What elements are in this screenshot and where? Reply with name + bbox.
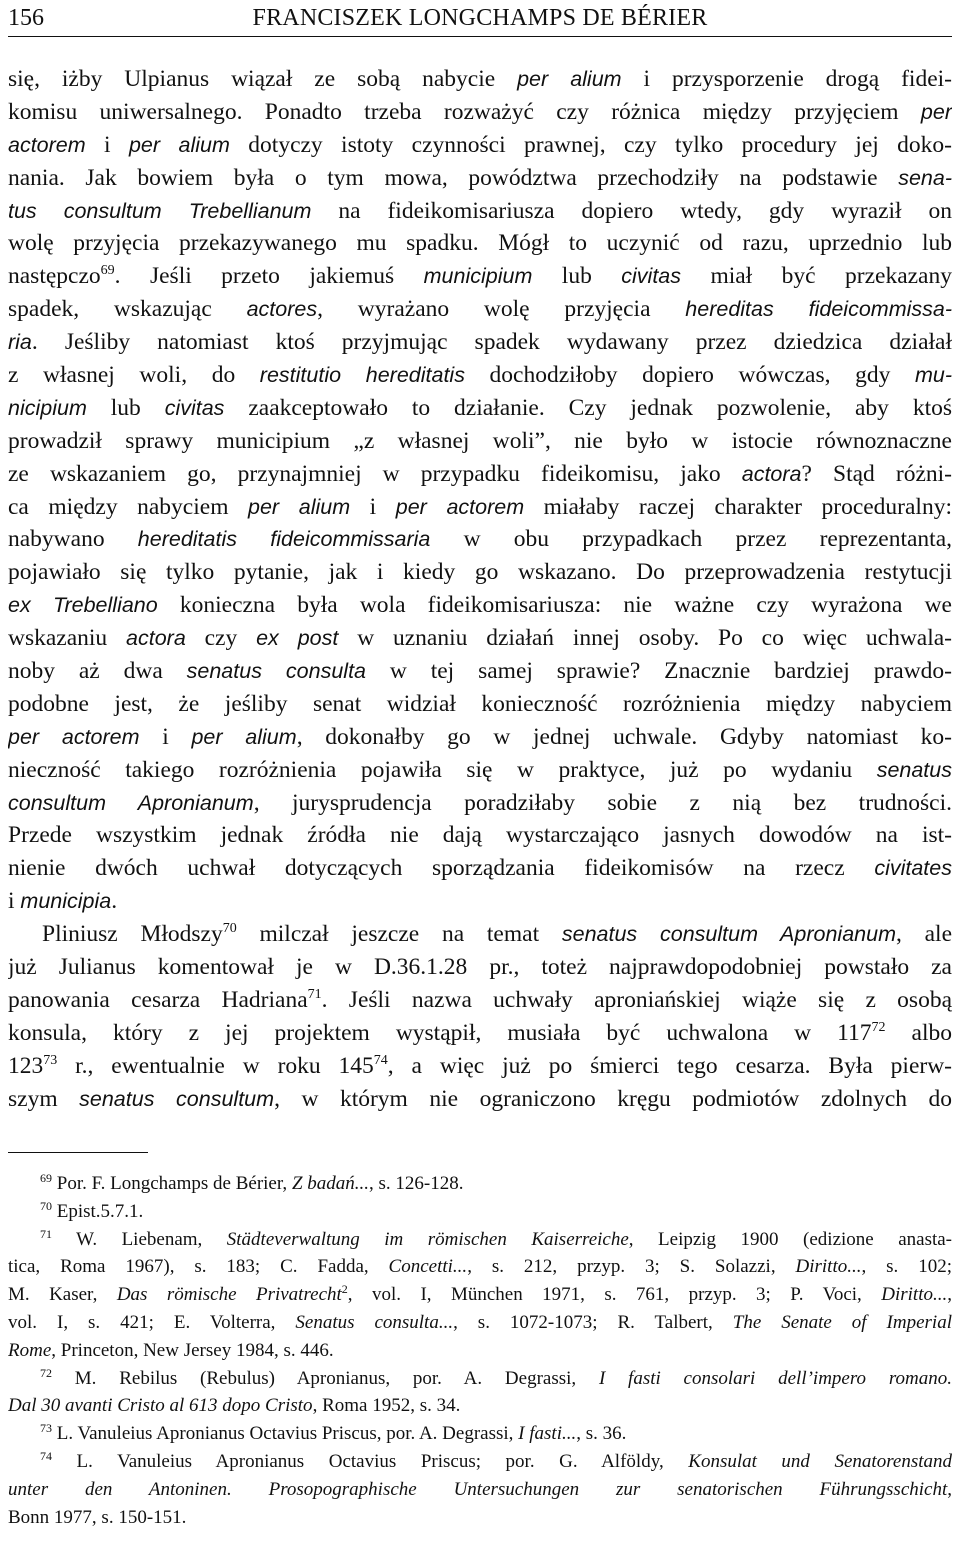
italic-text: I fasti... [518,1423,577,1445]
text-run: nieczność takiego rozróżnienia pojawiła się w praktyce, już po wydaniu [8,756,877,783]
text-line [8,458,952,491]
footnote-line [8,1198,952,1226]
footnote-line [8,1365,952,1393]
text-run: , wyrażano wolę przyjęcia [317,296,686,323]
footnote-line [8,1504,952,1532]
italic-text: nicipium [8,395,87,420]
text-line [8,326,952,359]
footnote-line [8,1420,952,1448]
text-run: , ale [895,921,952,948]
footnotes [8,1170,952,1531]
text-run: , w którym nie ograniczono kręgu podmiotów zdolnych do [274,1085,952,1112]
italic-text: Diritto... [795,1256,862,1278]
text-line [8,260,952,293]
text-run: r., ewentualnie w roku 145 [57,1052,374,1079]
text-line [8,852,952,885]
text-run: , [947,1478,952,1500]
italic-text: restitutio hereditatis [259,363,465,388]
text-run: i [350,493,396,520]
text-run: wskazaniu [8,625,127,652]
footnote-ref: 69 [40,1171,52,1185]
footnote-line [8,1337,952,1365]
text-run: , dokonałby go w jednej uchwale. Gdyby natomiast ko- [296,723,952,750]
text-line [8,721,952,754]
footnote-ref: 70 [40,1198,52,1213]
italic-text: actorem [8,132,86,157]
footnote-ref: 73 [40,1421,52,1436]
italic-text: per [920,99,952,124]
text-line [8,589,952,622]
page-header [8,2,952,37]
italic-text: per actorem [8,724,140,749]
text-run: Epist.5.7.1. [52,1200,144,1222]
text-run: nabywano [8,526,138,553]
text-run: , [947,1284,952,1306]
italic-text: civitas [164,395,225,420]
italic-text: per alium [128,132,230,157]
text-run: L. Vanuleius Apronianus Octavius Priscus, por. A. Degrassi, [52,1423,519,1445]
text-run: prowadził sprawy municipium „z własnej woli”, nie było w istocie równoznaczne [8,427,952,454]
italic-text: mu- [914,363,952,388]
italic-text: Dal 30 avanti Cristo al 613 dopo Cristo [8,1395,313,1417]
text-run: , jurysprudencja poradziłaby sobie z nią bez trudności. [253,789,952,816]
text-run: tica, Roma 1967), s. 183; C. Fadda, [8,1256,389,1278]
text-line [8,523,952,556]
text-line [8,129,952,162]
italic-text: civitates [874,856,952,881]
text-run: , Roma 1952, s. 34. [312,1395,461,1417]
text-run: Pliniusz Młodszy [42,921,223,948]
footnote-line [8,1448,952,1476]
italic-text: consultum Apronianum [8,790,254,815]
footnote-separator [8,1152,148,1153]
italic-text: per alium [191,724,297,749]
text-run: i [139,723,192,750]
text-run: albo [885,1019,952,1046]
italic-text: Städteverwaltung im römischen Kaiserreiche [226,1228,629,1250]
text-line [8,63,952,96]
text-run: , s. 1072-1073; R. Talbert, [453,1311,733,1333]
text-run: , a więc już po śmierci tego cesarza. Była pierw- [387,1052,952,1079]
text-line [8,162,952,195]
text-line [8,819,952,852]
text-run: vol. I, s. 421; E. Volterra, [8,1311,296,1333]
page-number: 156 [8,5,44,31]
italic-text: Z badań... [291,1173,370,1194]
text-line [8,1083,952,1116]
text-run: , s. 126-128. [369,1173,464,1194]
italic-text: ex Trebelliano [8,593,158,618]
footnote-ref: 71 [307,986,322,1002]
footnote-ref: 71 [40,1226,52,1241]
italic-text: tus consultum Trebellianum [8,198,312,223]
text-run: Przede wszystkim jednak źródła nie dają wystarczająco jasnych dowodów na ist- [8,822,952,849]
italic-text: senatus consulta [186,659,366,684]
text-line [8,951,952,984]
footnote-line [8,1309,952,1337]
text-run: , s. 212, przyp. 3; S. Solazzi, [467,1256,796,1278]
footnote-line [8,1392,952,1420]
text-run: już Julianus komentował je w D.36.1.28 pr., toteż najprawdopodobniej powstało za [8,954,952,981]
italic-text: hereditas fideicommissa- [685,297,952,322]
text-line [8,885,952,918]
text-run: . Jeśliby natomiast ktoś przyjmując spadek wydawany przez dziedzica działał [31,329,952,356]
text-line [8,655,952,688]
text-line [8,227,952,260]
italic-text: senatus consultum Apronianum [561,922,896,947]
text-line [8,392,952,425]
text-run: nienie dwóch uchwał dotyczących sporządzania fideikomisów na rzecz [8,855,875,882]
text-run: milczał jeszcze na temat [236,921,562,948]
italic-text: per alium [517,67,622,91]
text-run: 123 [8,1052,44,1079]
italic-text: ex post [256,626,339,651]
text-run: . [111,888,118,915]
footnote-ref: 70 [222,921,237,937]
text-line [8,688,952,721]
text-run: M. Kaser, [8,1284,117,1306]
main-text [8,63,952,1116]
text-line [8,556,952,589]
text-run: czy [185,625,257,652]
footnote-ref: 72 [40,1365,52,1380]
italic-text: sena- [898,165,952,190]
running-title: FRANCISZEK LONGCHAMPS DE BÉRIER [252,5,708,31]
text-run: , s. 102; [861,1256,952,1278]
italic-text: Concetti... [388,1256,468,1278]
text-run: , Leipzig 1900 (edizione anasta- [628,1228,952,1250]
text-line [8,622,952,655]
footnote-ref: 2 [341,1282,348,1297]
italic-text: per alium [248,494,351,519]
text-run: , Princeton, New Jersey 1984, s. 446. [51,1339,334,1361]
italic-text: Das römische Privatrecht [116,1284,342,1306]
text-line [8,918,952,951]
footnote-ref: 73 [43,1052,58,1068]
text-run: Por. F. Longchamps de Bérier, [52,1173,292,1194]
text-run: szym [8,1085,80,1112]
text-run: Bonn 1977, s. 150-151. [8,1506,187,1528]
text-line [8,96,952,129]
text-run: dotyczy istoty czynności prawnej, czy tylko procedury jej doko- [229,131,952,158]
text-run: panowania cesarza Hadriana [8,986,308,1013]
text-run: z własnej woli, do [8,362,260,389]
text-run: konieczna była wola fideikomisariusza: nie ważne czy wyrażona we [157,592,952,619]
text-run: ? Stąd różni- [801,460,952,487]
italic-text: The Senate of Imperial [732,1311,952,1333]
text-run: lub [532,263,622,290]
text-run: ca między nabyciem [8,493,249,520]
text-line [8,491,952,524]
footnote-ref: 72 [871,1019,886,1035]
text-run: konsula, który z jej projektem wystąpił, musiała być uchwalona w 117 [8,1019,872,1046]
italic-text: senatus [876,757,952,782]
italic-text: Senatus consulta... [295,1311,454,1333]
footnote-ref: 74 [373,1052,388,1068]
italic-text: municipia [20,889,112,914]
text-run: w uznaniu działań innej osoby. Po co więc uchwala- [338,625,952,652]
footnote-line [8,1253,952,1281]
text-run: dochodziłoby dopiero wówczas, gdy [464,362,915,389]
text-run: , vol. I, München 1971, s. 761, przyp. 3; P. Voci, [347,1284,882,1306]
text-run: pojawiało się tylko pytanie, jak i kiedy go wskazano. Do przeprowadzenia restytucji [8,559,952,586]
italic-text: actores [246,297,318,322]
text-run: i [8,888,21,915]
text-run: w tej samej sprawie? Znacznie bardziej prawdo- [366,658,952,685]
text-run: następczo [8,263,101,290]
footnote-ref: 74 [40,1448,52,1463]
footnote-line [8,1226,952,1254]
text-run: spadek, wskazując [8,296,247,323]
text-line [8,293,952,326]
footnote-line [8,1476,952,1504]
italic-text: Rome [8,1339,52,1361]
text-run: miałaby raczej charakter proceduralny: [524,493,952,520]
text-line [8,754,952,787]
text-line [8,1050,952,1083]
text-run: na fideikomisariusza dopiero wtedy, gdy wyraził on [311,197,952,224]
text-line [8,984,952,1017]
footnote-line [8,1170,952,1198]
text-run: , s. 36. [576,1423,627,1445]
footnote-line [8,1281,952,1309]
italic-text: per actorem [395,494,525,519]
text-run: miał być przekazany [681,263,952,290]
italic-text: municipium [423,264,533,289]
text-run: lub [86,394,165,421]
text-line [8,1017,952,1050]
italic-text: civitas [621,264,681,289]
text-run: się, iżby Ulpianus wiązał ze sobą nabycie [8,66,518,92]
text-run: w obu przypadkach przez reprezentanta, [430,526,952,553]
text-run: i przysporzenie drogą fidei- [621,66,952,92]
italic-text: Diritto... [881,1284,948,1306]
italic-text: Konsulat und Senatorenstand [688,1450,952,1472]
text-run: L. Vanuleius Apronianus Octavius Priscus; por. G. Alföldy, [52,1450,689,1472]
text-run: . Jeśli nazwa uchwały aproniańskiej wiąże się z osobą [321,986,952,1013]
text-run: noby aż dwa [8,658,187,685]
text-run: ze wskazaniem go, przynajmniej w przypadku fideikomisu, jako [8,460,742,487]
text-run: nania. Jak bowiem była o tym mowa, powództwa przechodziły na podstawie [8,164,899,191]
italic-text: hereditatis fideicommissaria [137,527,431,552]
text-run: W. Liebenam, [52,1228,227,1250]
text-run: komisu uniwersalnego. Ponadto trzeba rozważyć czy różnica między przyjęciem [8,98,921,125]
text-run: podobne jest, że jeśliby senat widział konieczność rozróżnienia między nabyciem [8,690,952,717]
text-run: . Jeśli przeto jakiemuś [114,263,424,290]
text-line [8,425,952,458]
text-run: wolę przyjęcia przekazywanego mu spadku. Mógł to uczynić od razu, uprzednio lub [8,230,952,257]
italic-text: actora [741,461,802,486]
text-run: M. Rebilus (Rebulus) Apronianus, por. A. Degrassi, [52,1367,599,1389]
italic-text: ria [8,330,32,355]
text-run: i [85,131,129,158]
footnote-ref: 69 [100,263,115,279]
text-line [8,787,952,820]
text-run: zaakceptowało to działanie. Czy jednak pozwolenie, aby ktoś [224,394,952,421]
italic-text: senatus consultum [79,1086,275,1111]
italic-text: actora [126,626,186,651]
italic-text: unter den Antoninen. Prosopographische Untersuchungen zur senatorischen Führungsschicht [8,1478,948,1500]
italic-text: I fasti consolari dell’impero romano. [598,1367,952,1389]
text-line [8,195,952,228]
text-line [8,359,952,392]
